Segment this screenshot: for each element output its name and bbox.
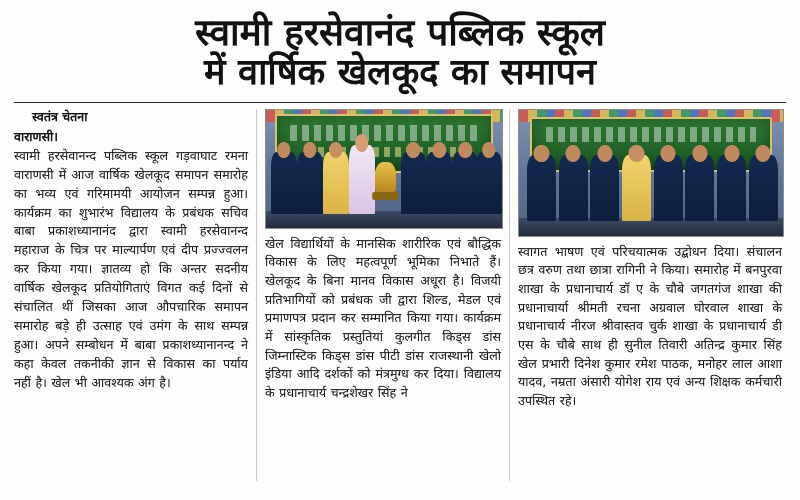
photo-person [717, 155, 746, 221]
photo-person [271, 152, 297, 213]
photo-person [349, 145, 375, 213]
photo-stage-floor [519, 218, 783, 236]
award-ceremony-photo-right [518, 109, 784, 237]
photo-person [749, 155, 778, 221]
column-left [14, 109, 257, 481]
byline-author: स्वतंत्र चेतना [32, 108, 88, 124]
headline-line-2: में वार्षिक खेलकूद का समापन [204, 52, 596, 94]
photo-person [323, 152, 349, 213]
photo-person [685, 155, 714, 221]
photo-person [297, 152, 323, 213]
photo-person [590, 155, 619, 221]
photo-stage-floor [266, 211, 502, 228]
photo-person [622, 155, 651, 221]
column-middle [257, 109, 509, 481]
paragraph-middle-1: खेल विद्यार्थियों के मानसिक शारीरिक एवं बौद्धिक विकास के लिए महत्वपूर्ण भूमिका निभाते हैं। खेलकूद के बिना मानव विकास अधूरा है। विजयी प्रतिभागियों को प्रबंधक जी द्वारा शिल्ड, मेडल एवं प्रमाणपत्र प्रदान कर सम्मानित किया गया। कार्यक्रम में सांस्कृतिक प्रस्तुतियां कुलगीत किड्स डांस जिम्नास्टिक किड्स डांस पीटी डांस राजस्थानी खेलो इंडिया आदि दर्शकों को मंत्रमुग्ध कर दिया। विद्यालय के प्रधानाचार्य चन्द्रशेखर सिंह ने [265, 235, 501, 400]
photo-person [452, 152, 478, 213]
headline-line-1: स्वामी हरसेवानंद पब्लिक स्कूल [195, 11, 605, 54]
paragraph-left-1: स्वामी हरसेवानन्द पब्लिक स्कूल गड़वाघाट रमना वाराणसी में आज वार्षिक खेलकूद समापन समारोह का भव्य एवं गरिमामयी आयोजन सम्पन्न हुआ। कार्यक्रम का शुभारंभ विद्यालय के प्रबंधक सचिव बाबा प्रकाशध्यानानंद द्वारा स्वामी हरसेवानन्द महाराज के चित्र पर माल्यार्पण एवं दीप प्रज्ज्वलन कर किया गया। ज्ञातव्य हो कि अन्तर सदनीय वार्षिक खेलकूद प्रतियोगिताएं विगत कई दिनों से संचालित थीं जिसका आज औपचारिक समापन समारोह बड़े ही उत्साह एवं उमंग के साथ सम्पन्न हुआ। अपने सम्बोधन में बाबा प्रकाशध्यानानन्द ने कहा केवल तकनीकी ज्ञान से विकास का पर्याय नहीं है। खेल भी आवश्यक अंग है। [14, 147, 248, 390]
headline-divider [14, 102, 786, 103]
photo-person [654, 155, 683, 221]
photo-person [559, 155, 588, 221]
photo-banner-text-line [290, 125, 478, 141]
column-right [509, 109, 782, 481]
photo-banner-text-line [546, 127, 756, 142]
byline-dateline: वाराणसी। [14, 128, 59, 144]
award-ceremony-photo [265, 109, 503, 229]
photo-person [527, 155, 556, 221]
photo-person [426, 152, 452, 213]
photo-person [401, 152, 427, 213]
photo-person [476, 152, 502, 213]
page-title [14, 10, 786, 98]
photo-trophy [375, 162, 396, 193]
paragraph-right-1: स्वागत भाषण एवं परिचयात्मक उद्बोधन दिया। संचालन छत्र वरुण तथा छात्रा रागिनी ने किया। समारोह में बनपुरवा शाखा के प्रधानाचार्य डॉ ए के चौबे जगतगंज शाखा की प्रधानाचार्या श्रीमती रचना अग्रवाल घोरवाल शाखा के प्रधानाचार्य नीरज श्रीवास्तव चुर्क शाखा के प्रधानाचार्य डी एस के चौबे साथ ही सुनील तिवारी अतिन्द्र कुमार सिंह खेल प्रभारी दिनेश कुमार रमेश पाठक, मनोहर लाल आशा यादव, नम्रता अंसारी योगेश राय एवं अन्य शिक्षक कर्मचारी उपस्थित रहे। [518, 243, 782, 408]
article-body [14, 109, 786, 481]
